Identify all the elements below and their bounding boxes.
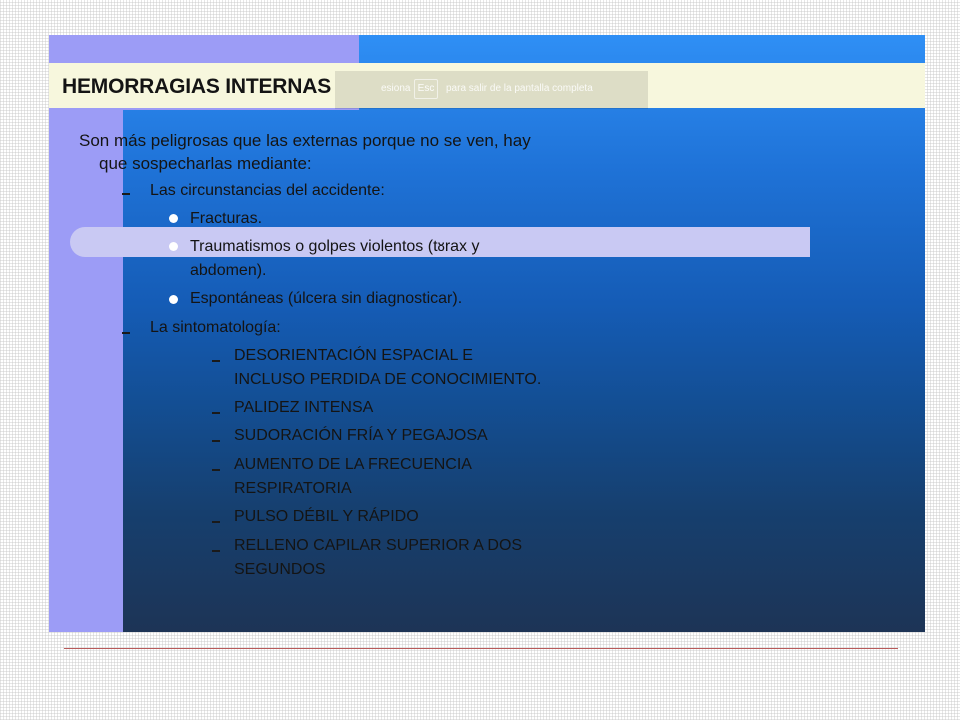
bullet-dot-icon — [169, 295, 178, 304]
fullscreen-notice-prefix: esiona — [381, 83, 411, 94]
dash-bullet-icon — [212, 360, 220, 362]
symptom-item: RELLENO CAPILAR SUPERIOR A DOS — [234, 537, 523, 554]
dash-bullet-icon — [212, 440, 220, 442]
symptom-item: DESORIENTACIÓN ESPACIAL E — [234, 347, 473, 364]
fullscreen-notice-text: para salir de la pantalla completa — [446, 83, 593, 94]
section-heading-sintomatologia: La sintomatología: — [150, 319, 281, 336]
dash-bullet-icon — [122, 193, 130, 195]
symptom-item-continuation: SEGUNDOS — [234, 561, 326, 578]
dash-bullet-icon — [212, 550, 220, 552]
list-item: Traumatismos o golpes violentos (tᴕrax y — [190, 238, 480, 255]
symptom-item: PALIDEZ INTENSA — [234, 399, 374, 416]
slide-title: HEMORRAGIAS INTERNAS — [62, 75, 332, 98]
symptom-item: AUMENTO DE LA FRECUENCIA — [234, 456, 472, 473]
symptom-item-continuation: RESPIRATORIA — [234, 480, 352, 497]
list-item: Fracturas. — [190, 210, 263, 227]
symptom-item-continuation: INCLUSO PERDIDA DE CONOCIMIENTO. — [234, 371, 542, 388]
dash-bullet-icon — [122, 332, 130, 334]
footer-divider — [64, 648, 898, 649]
section-heading-circunstancias: Las circunstancias del accidente: — [150, 182, 385, 199]
list-item: Espontáneas (úlcera sin diagnosticar). — [190, 290, 463, 307]
symptom-item: SUDORACIÓN FRÍA Y PEGAJOSA — [234, 427, 488, 444]
bullet-dot-icon — [169, 214, 178, 223]
fullscreen-exit-notice — [335, 71, 648, 109]
decorative-strip-left — [49, 110, 123, 632]
intro-text-line: Son más peligrosas que las externas porque no se ven, hay — [79, 131, 531, 150]
dash-bullet-icon — [212, 521, 220, 523]
bullet-dot-icon — [169, 242, 178, 251]
presentation-slide[interactable] — [49, 35, 925, 632]
dash-bullet-icon — [212, 469, 220, 471]
dash-bullet-icon — [212, 412, 220, 414]
list-item-continuation: abdomen). — [190, 262, 267, 279]
esc-key-badge: Esc — [414, 79, 438, 99]
symptom-item: PULSO DÉBIL Y RÁPIDO — [234, 508, 419, 525]
intro-text-line: que sospecharlas mediante: — [99, 154, 312, 173]
